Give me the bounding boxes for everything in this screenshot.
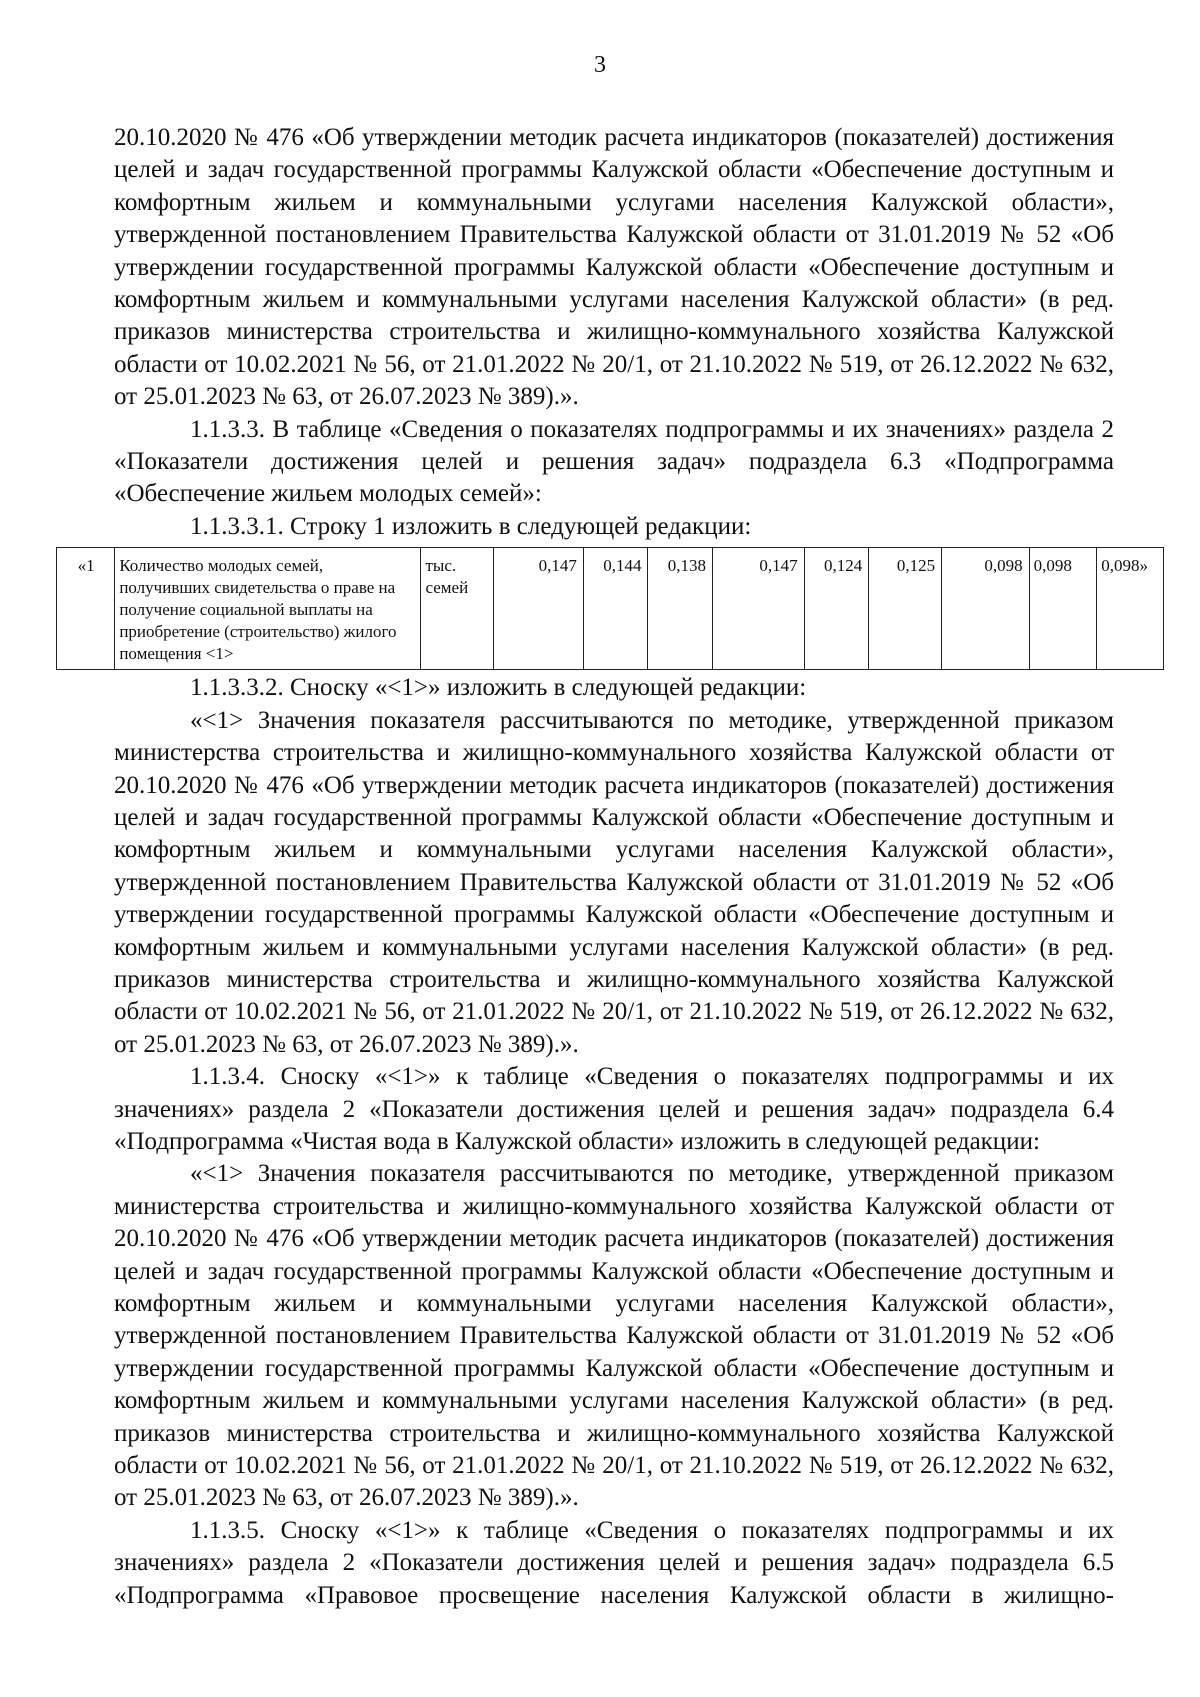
table-row [57, 548, 1164, 670]
row-number-cell: «1 [57, 548, 115, 670]
value-cell-1: 0,147 [494, 548, 584, 670]
paragraph-1-1-3-4: 1.1.3.4. Сноску «<1>» к таблице «Сведения о показателях подпрограммы и их значениях» раздела 2 «Показатели достижения целей и решения задач» подраздела 6.4 «Подпрограмма «Чистая вода в Калужской области» изложить в следующей редакции: [114, 1063, 1114, 1155]
paragraph-1-1-3-3: 1.1.3.3. В таблице «Сведения о показателях подпрограммы и их значениях» раздела 2 «Показатели достижения целей и решения задач» подраздела 6.3 «Подпрограмма «Обеспечение жильем молодых семей»: [114, 415, 1114, 508]
page-number: 3 [594, 52, 606, 78]
indicator-row-table [56, 547, 1164, 670]
footnote-text-1: «<1> Значения показателя рассчитываются по методике, утвержденной приказом министерства строительства и жилищно-коммунального хозяйства Калужской области от 20.10.2020 № 476 «Об утверждении методик расчета индикаторов (показателей) достижения целей и задач государственной программы Калужской области «Обеспечение доступным и комфортным жильем и коммунальными услугами населения Калужской области», утвержденной постановлением Правительства Калужской области от 31.01.2019 № 52 «Об утверждении государственной программы Калужской области «Обеспечение доступным и комфортным жильем и коммунальными услугами населения Калужской области» (в ред. приказов министерства строительства и жилищно-коммунального хозяйства Калужской области от 10.02.2021 № 56, от 21.01.2022 № 20/1, от 21.10.2022 № 519, от 26.12.2022 № 632, от 25.01.2023 № 63, от 26.07.2023 № 389).». [114, 706, 1114, 1058]
paragraph-continuation: 20.10.2020 № 476 «Об утверждении методик расчета индикаторов (показателей) достижения целей и задач государственной программы Калужской области «Обеспечение доступным и комфортным жильем и коммунальными услугами населения Калужской области», утвержденной постановлением Правительства Калужской области от 31.01.2019 № 52 «Об утверждении государственной программы Калужской области «Обеспечение доступным и комфортным жильем и коммунальными услугами населения Калужской области» (в ред. приказов министерства строительства и жилищно-коммунального хозяйства Калужской области от 10.02.2021 № 56, от 21.01.2022 № 20/1, от 21.10.2022 № 519, от 26.12.2022 № 632, от 25.01.2023 № 63, от 26.07.2023 № 389).». [114, 124, 1114, 411]
paragraph-1-1-3-5: 1.1.3.5. Сноску «<1>» к таблице «Сведения о показателях подпрограммы и их значениях» раздела 2 «Показатели достижения целей и решения задач» подраздела 6.5 «Подпрограмма «Правовое просвещение населения Калужской области в жилищно- [114, 1516, 1114, 1609]
footnote-text-2: «<1> Значения показателя рассчитываются по методике, утвержденной приказом министерства строительства и жилищно-коммунального хозяйства Калужской области от 20.10.2020 № 476 «Об утверждении методик расчета индикаторов (показателей) достижения целей и задач государственной программы Калужской области «Обеспечение доступным и комфортным жильем и коммунальными услугами населения Калужской области», утвержденной постановлением Правительства Калужской области от 31.01.2019 № 52 «Об утверждении государственной программы Калужской области «Обеспечение доступным и комфортным жильем и коммунальными услугами населения Калужской области» (в ред. приказов министерства строительства и жилищно-коммунального хозяйства Калужской области от 10.02.2021 № 56, от 21.01.2022 № 20/1, от 21.10.2022 № 519, от 26.12.2022 № 632, от 25.01.2023 № 63, от 26.07.2023 № 389).». [114, 1160, 1114, 1512]
document-body [77, 122, 1149, 1612]
value-cell-4: 0,147 [713, 548, 805, 670]
value-cell-3: 0,138 [648, 548, 713, 670]
value-cell-5: 0,124 [804, 548, 869, 670]
value-cell-2: 0,144 [583, 548, 648, 670]
value-cell-7: 0,098 [942, 548, 1029, 670]
value-cell-6: 0,125 [869, 548, 942, 670]
indicator-name-cell: Количество молодых семей, получивших свидетельства о праве на получение социальной выплаты на приобретение (строительство) жилого помещения <1> [115, 548, 421, 670]
paragraph-1-1-3-3-2: 1.1.3.3.2. Сноску «<1>» изложить в следующей редакции: [190, 674, 807, 702]
paragraph-1-1-3-3-1: 1.1.3.3.1. Строку 1 изложить в следующей редакции: [190, 512, 752, 540]
unit-cell: тыс. семей [421, 548, 494, 670]
value-cell-9: 0,098» [1097, 548, 1164, 670]
value-cell-8: 0,098 [1029, 548, 1097, 670]
